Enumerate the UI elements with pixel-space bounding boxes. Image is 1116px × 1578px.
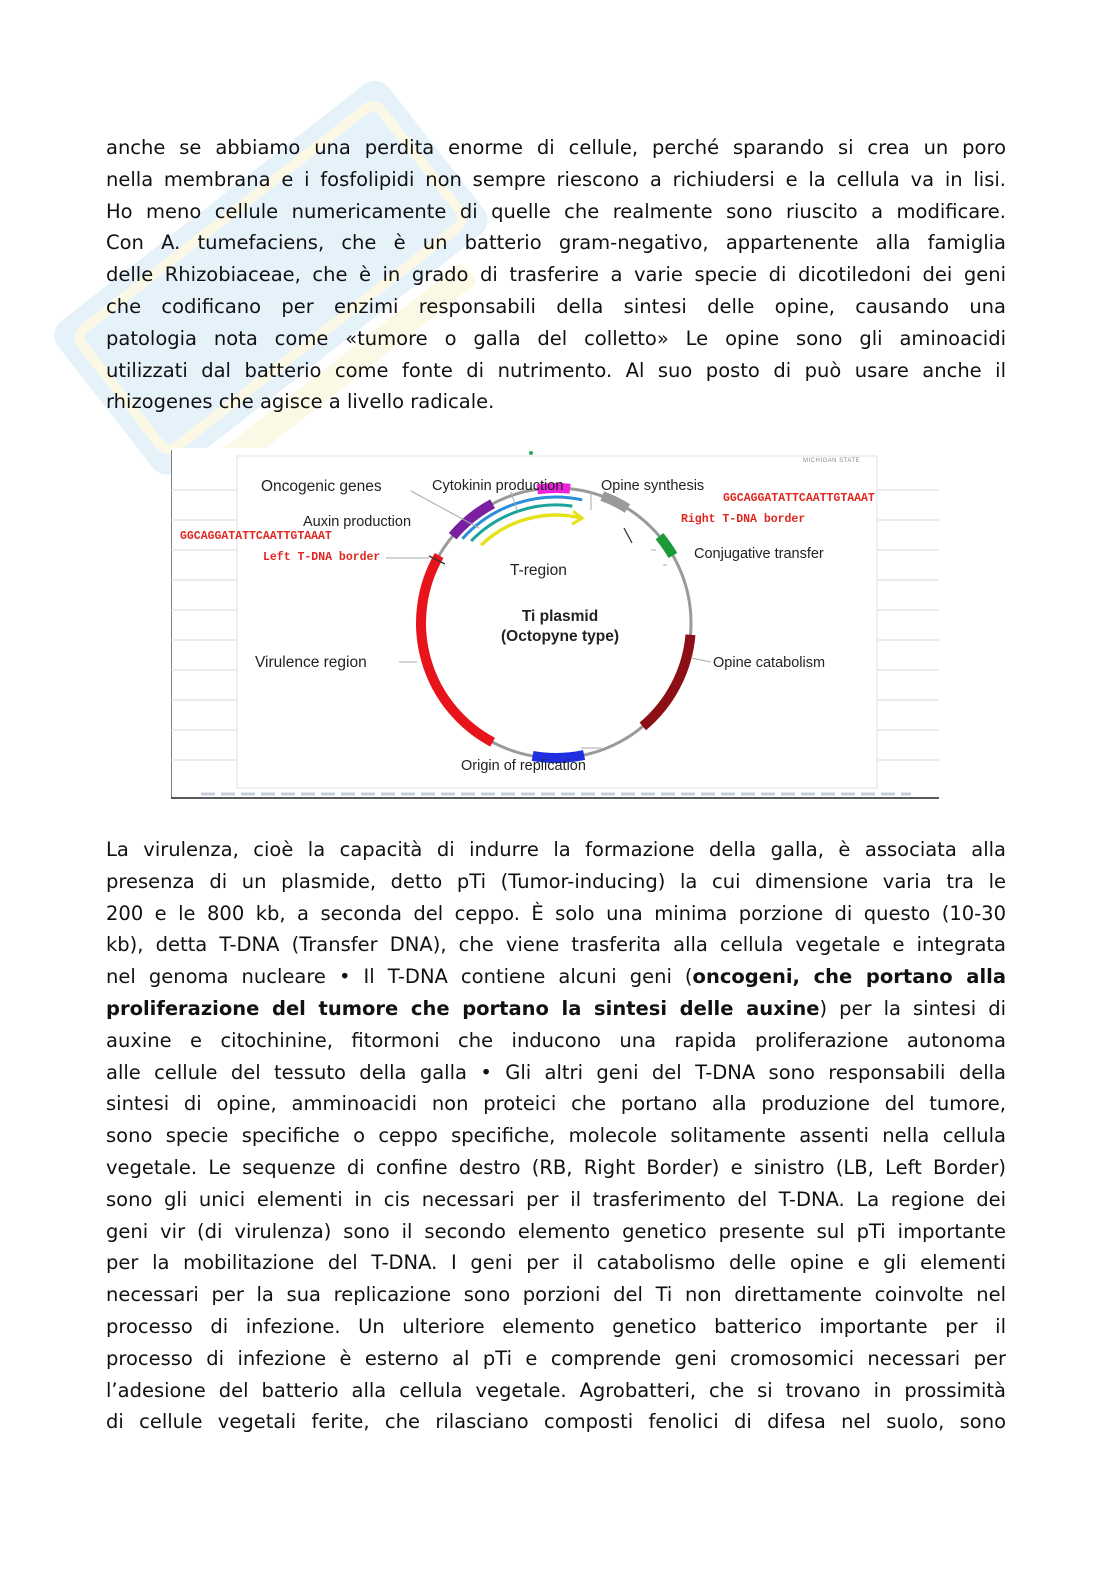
text-run: geni vir (di virulenza) sono il secondo elemento genetico presente sul pTi importante bbox=[106, 1219, 1006, 1243]
text-line bbox=[106, 961, 1006, 993]
text-line bbox=[106, 1279, 1006, 1311]
text-run: vegetale. Le sequenze di confine destro (RB, Right Border) e sinistro (LB, Left Border) bbox=[106, 1155, 1006, 1179]
text-line bbox=[106, 866, 1006, 898]
text-run: presenza di un plasmide, detto pTi (Tumor-inducing) la cui dimensione varia tra le bbox=[106, 869, 1006, 893]
label-conjugative-transfer: Conjugative transfer bbox=[694, 546, 824, 562]
text-run: per la mobilitazione del T-DNA. I geni per il catabolismo delle opine e gli elementi bbox=[106, 1251, 1006, 1275]
text-line bbox=[106, 834, 1006, 866]
text-run: processo di infezione è esterno al pTi e comprende geni cromosomici necessari per bbox=[106, 1346, 1006, 1370]
text-line bbox=[106, 1216, 1006, 1248]
right-border-label: Right T-DNA border bbox=[681, 513, 806, 526]
text-line bbox=[106, 1025, 1006, 1057]
text-line bbox=[106, 1184, 1006, 1216]
text-line: anche se abbiamo una perdita enorme di cellule, perché sparando si crea un poro bbox=[106, 136, 1006, 159]
text-line: Ho meno cellule numericamente di quelle che realmente sono riuscito a modificare. bbox=[106, 199, 1006, 223]
plasmid-title: Ti plasmid bbox=[521, 608, 599, 625]
text-line bbox=[106, 1057, 1006, 1089]
text-line: che codificano per enzimi responsabili della sintesi delle opine, causando una bbox=[106, 294, 1006, 318]
label-oncogenic-genes: Oncogenic genes bbox=[261, 478, 382, 495]
text-run: sintesi di opine, amminoacidi non proteici che portano alla produzione del tumore, bbox=[106, 1092, 1006, 1116]
text-run: 200 e le 800 kb, a seconda del ceppo. È solo una minima porzione di questo (10-30 bbox=[106, 901, 1006, 925]
text-run: sono gli unici elementi in cis necessari per il trasferimento del T-DNA. La regione dei bbox=[106, 1187, 1006, 1211]
paragraph-intro bbox=[106, 132, 1006, 418]
text-line bbox=[106, 993, 1006, 1025]
bold-text: oncogeni, che portano alla bbox=[692, 965, 1006, 989]
label-virulence-region: Virulence region bbox=[255, 654, 367, 671]
bold-text: proliferazione del tumore che portano la sintesi delle auxine bbox=[106, 996, 820, 1020]
left-border-sequence: GGCAGGATATTCAATTGTAAAT bbox=[180, 530, 332, 543]
text-line: nella membrana e i fosfolipidi non sempre riescono a richiudersi e la cellula va in lisi. bbox=[106, 167, 1006, 191]
label-t-region: T-region bbox=[510, 562, 567, 579]
text-line bbox=[106, 1088, 1006, 1120]
text-line bbox=[106, 1152, 1006, 1184]
text-line bbox=[106, 929, 1006, 961]
text-line: delle Rhizobiaceae, che è in grado di trasferire a varie specie di dicotiledoni dei geni bbox=[106, 263, 1006, 287]
text-line: utilizzati dal batterio come fonte di nutrimento. Al suo posto di può usare anche il bbox=[106, 358, 1006, 382]
text-run: alle cellule del tessuto della galla • Gli altri geni del T-DNA sono responsabili della bbox=[106, 1060, 1006, 1084]
text-run: nel genoma nucleare • Il T-DNA contiene alcuni geni ( bbox=[106, 965, 693, 989]
paragraph-virulence bbox=[106, 834, 1006, 1438]
text-run: di cellule vegetali ferite, che rilasciano composti fenolici di difesa nel suolo, sono bbox=[106, 1410, 1006, 1434]
text-line bbox=[106, 1247, 1006, 1279]
text-line bbox=[106, 1375, 1006, 1407]
label-auxin-production: Auxin production bbox=[303, 514, 412, 530]
text-run: processo di infezione. Un ulteriore elemento genetico batterico importante per il bbox=[106, 1314, 1006, 1338]
label-cytokinin-production: Cytokinin production bbox=[432, 478, 564, 494]
text-line: Con A. tumefaciens, che è un batterio gram-negativo, appartenente alla famiglia bbox=[106, 231, 1006, 255]
ti-plasmid-figure bbox=[171, 448, 939, 800]
text-run: La virulenza, cioè la capacità di indurre la formazione della galla, è associata alla bbox=[106, 838, 1006, 861]
text-run: auxine e citochinine, fitormoni che inducono una rapida proliferazione autonoma bbox=[106, 1028, 1006, 1052]
left-border-label: Left T-DNA border bbox=[263, 551, 381, 564]
text-run: necessari per la sua replicazione sono porzioni del Ti non direttamente coinvolte nel bbox=[106, 1283, 1006, 1307]
label-origin-of-replication: Origin of replication bbox=[461, 758, 586, 774]
text-run: l’adesione del batterio alla cellula vegetale. Agrobatteri, che si trovano in prossimità bbox=[106, 1378, 1006, 1402]
text-run: ) per la sintesi di bbox=[819, 996, 1006, 1020]
label-opine-catabolism: Opine catabolism bbox=[713, 655, 826, 671]
text-run: kb), detta T-DNA (Transfer DNA), che viene trasferita alla cellula vegetale e integrata bbox=[106, 933, 1006, 957]
figure-source-mark: MICHIGAN STATE bbox=[803, 458, 861, 464]
text-run: sono specie specifiche o ceppo specifiche, molecole solitamente assenti nella cellula bbox=[106, 1124, 1006, 1148]
right-border-sequence: GGCAGGATATTCAATTGTAAAT bbox=[723, 492, 875, 505]
text-line bbox=[106, 1120, 1006, 1152]
text-line bbox=[106, 1343, 1006, 1375]
text-line bbox=[106, 1311, 1006, 1343]
text-line bbox=[106, 1406, 1006, 1438]
text-line: rhizogenes che agisce a livello radicale. bbox=[106, 390, 495, 414]
text-line bbox=[106, 898, 1006, 930]
plasmid-subtitle: (Octopyne type) bbox=[501, 628, 619, 645]
label-opine-synthesis: Opine synthesis bbox=[601, 478, 705, 494]
text-line: patologia nota come «tumore o galla del colletto» Le opine sono gli aminoacidi bbox=[106, 326, 1006, 350]
